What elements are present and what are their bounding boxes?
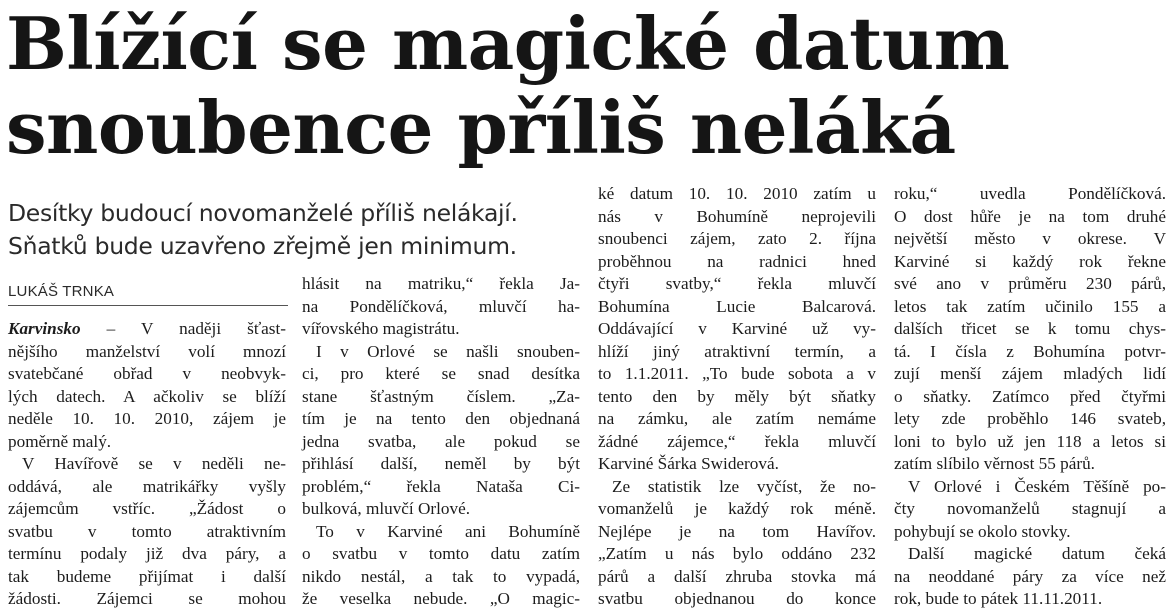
text-fragment: – V naději šťast- xyxy=(80,319,286,338)
text-line: Bohumína Lucie Balcarová. xyxy=(598,296,876,316)
text-line: ci, pro které se snad desítka xyxy=(302,364,580,383)
text-line: nějšího manželství volí mnozí xyxy=(8,341,286,361)
text-line: o svatbu v tomto datu zatím xyxy=(302,544,580,563)
byline: LUKÁŠ TRNKA xyxy=(8,283,115,300)
article-column-2 xyxy=(302,273,580,611)
text-line: proběhnou na radnici hned xyxy=(598,251,876,271)
text-line: čtyři svatby,“ řekla mluvčí xyxy=(598,274,876,293)
text-line: nás v Bohumíně neprojevili xyxy=(598,206,876,226)
text-line: lety zde proběhlo 146 svateb, xyxy=(894,409,1166,428)
headline-line-2: snoubence příliš neláká xyxy=(6,85,956,170)
text-line: neděle 10. 10. 2010, zájem je xyxy=(8,409,286,428)
text-line: dalších třicet se k tomu chys- xyxy=(894,319,1166,338)
text-line: snoubenci zájem, zato 2. října xyxy=(598,229,876,248)
text-line: „Zatím u nás bylo oddáno 232 xyxy=(598,544,876,563)
article-column-1 xyxy=(8,318,286,611)
text-line: letos tak zatím učinilo 155 a xyxy=(894,296,1166,316)
text-line: tak budeme přijímat i další xyxy=(8,566,286,586)
text-line: nikdo nestál, a tak to vypadá, xyxy=(302,566,580,586)
byline-divider xyxy=(8,305,288,306)
text-line: na neoddané páry za více než xyxy=(894,566,1166,586)
text-line: Ze statistik lze vyčíst, že no- xyxy=(612,476,876,496)
text-line: rok, bude to pátek 11.11.2011. xyxy=(894,589,1103,608)
text-line: problém,“ řekla Nataša Ci- xyxy=(302,476,580,496)
text-line: V Havířově se v neděli ne- xyxy=(22,454,286,473)
text-line: Oddávající v Karviné už vy- xyxy=(598,319,876,338)
headline-line-1: Blížící se magické datum xyxy=(6,1,1010,86)
text-line: hlíží jiný atraktivní termín, a xyxy=(598,341,876,361)
text-line: To v Karviné ani Bohumíně xyxy=(316,521,580,541)
dateline-place: Karvinsko xyxy=(8,319,81,338)
text-line: zájemcům vstříc. „Žádost o xyxy=(8,499,286,518)
text-line: roku,“ uvedla Pondělíčková. xyxy=(894,184,1166,203)
text-line: termínu podaly již dva páry, a xyxy=(8,544,286,563)
text-line: tá. I čísla z Bohumína potvr- xyxy=(894,341,1166,361)
headline xyxy=(6,2,1171,170)
text-line: na Pondělíčková, mluvčí ha- xyxy=(302,296,580,316)
text-line: přihlásí další, neměl by být xyxy=(302,454,580,473)
text-line: svatbu objednanou do konce xyxy=(598,589,876,608)
text-line: tím je na tento den objednaná xyxy=(302,409,580,428)
text-line: vomanželů je každý rok méně. xyxy=(598,499,876,518)
text-line: zatím slíbilo věrnost 55 párů. xyxy=(894,454,1095,473)
text-line: největší město v okrese. V xyxy=(894,229,1166,248)
perex xyxy=(8,197,588,263)
text-line: že veselka nebude. „O magic- xyxy=(302,589,580,608)
text-line: stane šťastným číslem. „Za- xyxy=(302,386,580,406)
text-line: I v Orlové se našli snouben- xyxy=(316,341,580,361)
text-line: bulková, mluvčí Orlové. xyxy=(302,499,471,518)
perex-line-2: Sňatků bude uzavřeno zřejmě jen minimum. xyxy=(8,232,517,260)
text-line: ké datum 10. 10. 2010 zatím u xyxy=(598,184,876,203)
text-line: hlásit na matriku,“ řekla Ja- xyxy=(302,274,580,293)
perex-line-1: Desítky budoucí novomanželé příliš nelákají. xyxy=(8,199,518,227)
text-line: tento den by měly být sňatky xyxy=(598,386,876,406)
text-line: lých datech. A ačkoliv se blíží xyxy=(8,386,286,406)
text-line: vířovského magistrátu. xyxy=(302,319,460,338)
text-line: žádné zájemce,“ řekla mluvčí xyxy=(598,431,876,451)
text-line: párů a další zhruba stovka má xyxy=(598,566,876,586)
text-line: V Orlové i Českém Těšíně po- xyxy=(908,476,1166,496)
text-line: zují menší zájem mladých lidí xyxy=(894,364,1166,383)
text-line: oddává, ale matrikářky vyšly xyxy=(8,476,286,496)
text-line: o sňatky. Zatímco před čtyřmi xyxy=(894,386,1166,406)
text-line: loni to bylo už jen 118 a letos si xyxy=(894,431,1166,451)
text-line: své ano v průměru 230 párů, xyxy=(894,274,1166,293)
text-line: Nejlépe je na tom Havířov. xyxy=(598,521,876,541)
text-line: žádosti. Zájemci se mohou xyxy=(8,589,286,608)
text-line xyxy=(8,318,286,341)
text-line: pohybují se okolo stovky. xyxy=(894,521,1071,541)
text-line: Karviné Šárka Swiderová. xyxy=(598,454,779,473)
article-column-4 xyxy=(894,183,1166,611)
text-line: jedna svatba, ale pokud se xyxy=(302,431,580,451)
text-line: svatbu v tomto atraktivním xyxy=(8,521,286,541)
text-line: svatebčané obřad v neobvyk- xyxy=(8,364,286,383)
text-line: to 1.1.2011. „To bude sobota a v xyxy=(598,364,876,383)
text-line: na zámku, ale zatím nemáme xyxy=(598,409,876,428)
text-line: poměrně malý. xyxy=(8,431,112,451)
article-column-3 xyxy=(598,183,876,611)
text-line: Karviné si každý rok řekne xyxy=(894,251,1166,271)
text-line: čty novomanželů stagnují a xyxy=(894,499,1166,518)
text-line: O dost hůře je na tom druhé xyxy=(894,206,1166,226)
text-line: Další magické datum čeká xyxy=(908,544,1166,563)
